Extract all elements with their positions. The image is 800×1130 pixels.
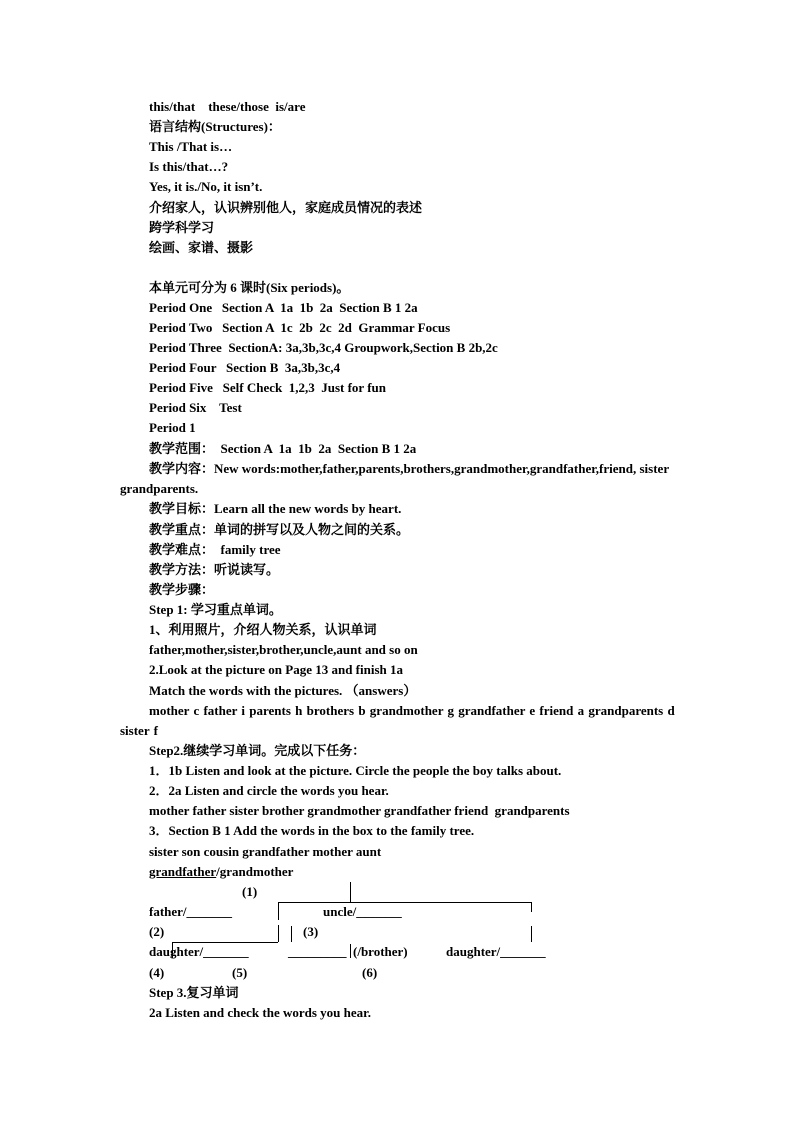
- word-box: sister son cousin grandfather mother aunt: [149, 844, 382, 859]
- tree-blank-number: (4): [149, 965, 165, 980]
- period-line: Period Six Test: [149, 400, 242, 415]
- structures-heading: 语言结构(Structures)：: [149, 119, 281, 134]
- tree-blank-number: (2): [149, 924, 165, 939]
- tree-blank: _________: [288, 944, 347, 959]
- step3-item: 2a Listen and check the words you hear.: [149, 1005, 371, 1020]
- step2-words: mother father sister brother grandmother grandfather friend grandparents: [149, 803, 570, 818]
- period-line: Period Four Section B 3a,3b,3c,4: [149, 360, 341, 375]
- structure-line: Yes, it is./No, it isn’t.: [149, 179, 263, 194]
- function-line: 介绍家人，认识辨别他人，家庭成员情况的表述: [149, 200, 423, 215]
- tree-blank-number: (1): [242, 884, 258, 899]
- tree-grandmother: /grandmother: [216, 864, 294, 879]
- teaching-steps-heading: 教学步骤：: [149, 582, 215, 597]
- step1-item: 1、利用照片，介绍人物关系，认识单词: [149, 622, 377, 637]
- step2-item: 2．2a Listen and circle the words you hear.: [149, 783, 389, 798]
- tree-root: [149, 864, 293, 880]
- vocab-line: this/that these/those is/are: [149, 99, 306, 114]
- teaching-difficulty: 教学难点： family tree: [149, 542, 281, 557]
- tree-daughter: daughter/_______: [149, 944, 249, 959]
- answers-text: mother c father i parents h brothers b grandmother g grandfather e friend a grandparents d sister f: [120, 703, 675, 738]
- tree-uncle: uncle/_______: [323, 904, 402, 919]
- step1-item: 2.Look at the picture on Page 13 and finish 1a: [149, 662, 404, 677]
- period-line: Period One Section A 1a 1b 2a Section B 1 2a: [149, 300, 418, 315]
- tree-blank-number: (5): [232, 965, 248, 980]
- teaching-method: 教学方法：听说读写。: [149, 562, 280, 577]
- tree-father: father/_______: [149, 904, 233, 919]
- teaching-content: [120, 459, 680, 499]
- structure-line: Is this/that…?: [149, 159, 229, 174]
- step1-words: father,mother,sister,brother,uncle,aunt and so on: [149, 642, 418, 657]
- tree-blank-number: (6): [362, 965, 378, 980]
- teaching-goal: 教学目标：Learn all the new words by heart.: [149, 501, 402, 516]
- tree-brother: (/brother): [353, 944, 408, 959]
- period-heading: Period 1: [149, 420, 196, 435]
- teaching-content-text: 教学内容：New words:mother,father,parents,brothers,grandmother,grandfather,friend, sister grandparents.: [120, 461, 669, 496]
- cross-subject-heading: 跨学科学习: [149, 220, 215, 235]
- teaching-scope: 教学范围： Section A 1a 1b 2a Section B 1 2a: [149, 441, 417, 456]
- periods-intro: 本单元可分为 6 课时(Six periods)。: [149, 280, 350, 295]
- step2-item: 1．1b Listen and look at the picture. Circle the people the boy talks about.: [149, 763, 562, 778]
- step3-heading: Step 3.复习单词: [149, 985, 239, 1000]
- period-line: Period Five Self Check 1,2,3 Just for fun: [149, 380, 386, 395]
- step2-item: 3．Section B 1 Add the words in the box to the family tree.: [149, 823, 475, 838]
- cross-subject-line: 绘画、家谱、摄影: [149, 240, 254, 255]
- period-line: Period Two Section A 1c 2b 2c 2d Grammar Focus: [149, 320, 451, 335]
- period-line: Period Three SectionA: 3a,3b,3c,4 Groupwork,Section B 2b,2c: [149, 340, 498, 355]
- tree-grandfather: grandfather: [149, 864, 217, 879]
- step2-heading: Step2.继续学习单词。完成以下任务：: [149, 743, 366, 758]
- teaching-key-point: 教学重点：单词的拼写以及人物之间的关系。: [149, 522, 410, 537]
- step1-instruction: Match the words with the pictures. （answers）: [149, 683, 417, 698]
- answers-line: [120, 701, 680, 741]
- step1-heading: Step 1: 学习重点单词。: [149, 602, 282, 617]
- tree-blank-number: (3): [303, 924, 319, 939]
- tree-daughter: daughter/_______: [446, 944, 546, 959]
- structure-line: This /That is…: [149, 139, 233, 154]
